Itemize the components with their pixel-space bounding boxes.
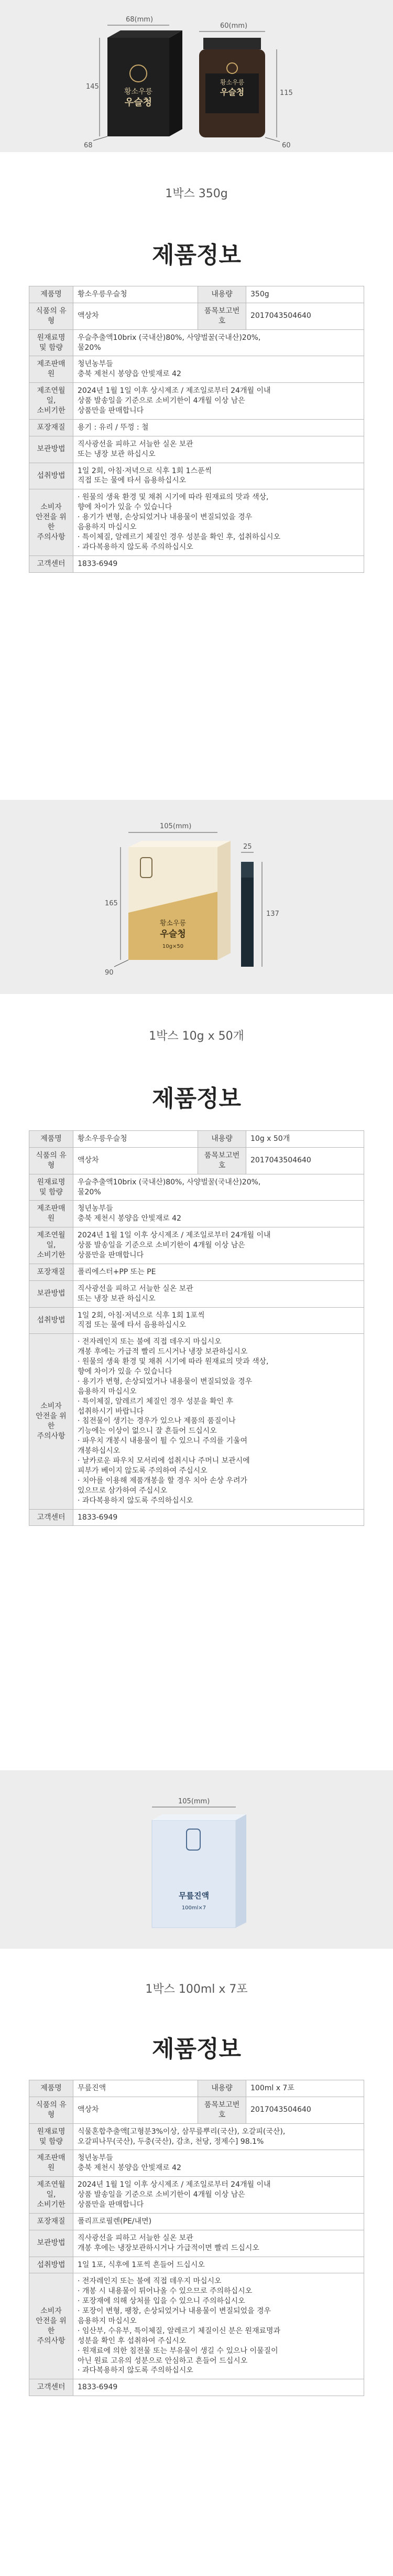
spec-value: 우슬추출액10brix (국내산)80%, 사양벌꿀(국내산)20%, 물20% bbox=[73, 1174, 364, 1201]
spec-row bbox=[29, 436, 364, 463]
spec-label: 내용량 bbox=[198, 2080, 246, 2097]
box-width-label: 105(mm) bbox=[178, 1798, 210, 1805]
spec-value: 청년농부들 충북 제천시 봉양읍 안빛재로 42 bbox=[73, 356, 364, 383]
stick-height-label: 137 bbox=[266, 910, 279, 918]
spec-label: 제품명 bbox=[29, 1131, 73, 1148]
box-height-label: 145 bbox=[86, 83, 99, 91]
product3-section-title: 제품정보 bbox=[151, 2036, 241, 2062]
jar-width-label: 60(mm) bbox=[220, 22, 248, 30]
spec-value: 1일 1포, 식후에 1포씩 흔들어 드십시오 bbox=[73, 2257, 364, 2273]
spec-row bbox=[29, 1307, 364, 1334]
box-name-text bbox=[152, 1891, 236, 1911]
spec-label: 품목보고번호 bbox=[198, 2097, 246, 2123]
spec-value: 식물혼합추출액[고형분3%이상, 삼무릎뿌리(국산), 오갈피(국산), 오갈피나무(국산), 두충(국산), 감초, 천당, 정제수] 98.1% bbox=[73, 2123, 364, 2150]
product2-image-band bbox=[0, 800, 393, 994]
spec-label: 보관방법 bbox=[29, 1280, 73, 1307]
spec-row bbox=[29, 419, 364, 436]
spec-value: · 전자레인지 또는 불에 직접 데우지 마십시오 개봉 후에는 가급적 빨리 드시거나 냉장 보관하십시오 · 원물의 생육 환경 및 채취 시기에 따라 원재료의 맛과 색상, 향에 차이가 있을 수 있습니다 · 용기가 변형, 손상되었거나 내용물이 변질되었을 경우 음용하지 마십시오 · 특이체질, 알레르기 체질인 경우 성분을 확인 후 섭취하시기 바랍니다 · 침전물이 생기는 경우가 있으나 제품의 품질이나 기능에는 이상이 없으니 잘 흔들어 드십시오 · 파우치 개봉시 내용물이 튈 수 있으니 주의를 기울여 개봉하십시오 · 날카로운 파우치 모서리에 섭취시나 주머니 보관시에 피부가 베이지 않도록 주의하여 주십시오 · 치아를 이용해 제품개봉을 할 경우 치아 손상 우려가 있으므로 삼가하여 주십시오 · 과다복용하지 않도록 주의하십시오 bbox=[73, 1334, 364, 1509]
spec-row bbox=[29, 1334, 364, 1509]
spec-row bbox=[29, 2097, 364, 2123]
jar-height-label: 115 bbox=[280, 89, 293, 97]
spec-label: 식품의 유형 bbox=[29, 1147, 73, 1174]
stick-width-label: 25 bbox=[243, 843, 252, 851]
product2-caption: 1박스 10g x 50개 bbox=[149, 1030, 244, 1043]
jar-label-text bbox=[205, 79, 259, 98]
box-depth-label: 90 bbox=[105, 969, 114, 977]
box-amount: 10g×50 bbox=[162, 943, 184, 949]
spec-value: 1833-6949 bbox=[73, 2379, 364, 2396]
product3-illustration bbox=[0, 1770, 393, 1949]
spec-row bbox=[29, 1201, 364, 1227]
spec-label: 소비자 안전을 위한 주의사항 bbox=[29, 489, 73, 555]
spec-row bbox=[29, 329, 364, 356]
spec-label: 포장재질 bbox=[29, 2213, 73, 2230]
spec-value: 액상차 bbox=[73, 1147, 198, 1174]
spec-value: 2017043504640 bbox=[246, 1147, 364, 1174]
spec-label: 품목보고번호 bbox=[198, 1147, 246, 1174]
spec-label: 소비자 안전을 위한 주의사항 bbox=[29, 1334, 73, 1509]
spec-row bbox=[29, 1131, 364, 1148]
spec-value: 10g x 50개 bbox=[246, 1131, 364, 1148]
spec-label: 고객센터 bbox=[29, 2379, 73, 2396]
spec-row bbox=[29, 303, 364, 329]
product2-spec-table bbox=[29, 1130, 364, 1526]
spec-value: 1일 2회, 아침·저녁으로 식후 1회 1스푼씩 직접 또는 물에 타서 음용하십시오 bbox=[73, 463, 364, 489]
spec-value: 1833-6949 bbox=[73, 1509, 364, 1526]
spec-value: 2017043504640 bbox=[246, 2097, 364, 2123]
spec-row bbox=[29, 1227, 364, 1264]
box-depth-label: 68 bbox=[84, 142, 93, 149]
spec-label: 식품의 유형 bbox=[29, 303, 73, 329]
jar-name-line1: 황소우릉 bbox=[220, 79, 245, 86]
box-height-label: 165 bbox=[105, 900, 118, 907]
spec-label: 원재료명 및 함량 bbox=[29, 1174, 73, 1201]
product1-caption: 1박스 350g bbox=[165, 187, 228, 200]
spec-value: 2024년 1월 1일 이후 상시제조 / 제조일로부터 24개월 이내 상품 발송일을 기준으로 소비기한이 4개월 이상 남은 상품만을 판매합니다 bbox=[73, 1227, 364, 1264]
spec-label: 고객센터 bbox=[29, 1509, 73, 1526]
spec-value: 2024년 1월 1일 이후 상시제조 / 제조일로부터 24개월 이내 상품 발송일을 기준으로 소비기한이 4개월 이상 남은 상품만을 판매합니다 bbox=[73, 2177, 364, 2214]
spec-row bbox=[29, 555, 364, 572]
box-name-text bbox=[128, 920, 217, 950]
spec-row bbox=[29, 489, 364, 555]
product1-section-title: 제품정보 bbox=[151, 242, 241, 269]
spec-row bbox=[29, 1174, 364, 1201]
spec-value: 우슬추출액10brix (국내산)80%, 사양벌꿀(국내산)20%, 물20% bbox=[73, 329, 364, 356]
spec-label: 포장재질 bbox=[29, 1264, 73, 1280]
box-name-text bbox=[107, 87, 169, 109]
spec-row bbox=[29, 286, 364, 303]
spec-row bbox=[29, 1280, 364, 1307]
product1-illustration bbox=[0, 0, 393, 152]
box-name-line2: 우슬청 bbox=[160, 928, 186, 939]
box-name-line2: 우슬청 bbox=[124, 97, 152, 109]
spec-value: 무릎진액 bbox=[73, 2080, 198, 2097]
spec-label: 내용량 bbox=[198, 1131, 246, 1148]
spec-label: 제조연월일, 소비기한 bbox=[29, 1227, 73, 1264]
spec-label: 섭취방법 bbox=[29, 1307, 73, 1334]
spec-label: 소비자 안전을 위한 주의사항 bbox=[29, 2273, 73, 2379]
spec-value: 액상차 bbox=[73, 2097, 198, 2123]
spec-value: 1833-6949 bbox=[73, 555, 364, 572]
spec-row bbox=[29, 2379, 364, 2396]
spec-label: 제조판매원 bbox=[29, 1201, 73, 1227]
box-amount: 100ml×7 bbox=[181, 1905, 206, 1911]
spec-row bbox=[29, 2177, 364, 2214]
spec-label: 섭취방법 bbox=[29, 2257, 73, 2273]
spec-row bbox=[29, 1509, 364, 1526]
spec-value: 청년농부들 충북 제천시 봉양읍 안빛재로 42 bbox=[73, 1201, 364, 1227]
product2-illustration bbox=[0, 800, 393, 994]
spec-value: 폴리프로필렌(PE/내면) bbox=[73, 2213, 364, 2230]
product3-image-band bbox=[0, 1770, 393, 1949]
spec-label: 포장재질 bbox=[29, 419, 73, 436]
spec-label: 내용량 bbox=[198, 286, 246, 303]
spec-value: 100ml x 7포 bbox=[246, 2080, 364, 2097]
spec-value: 액상차 bbox=[73, 303, 198, 329]
spec-label: 식품의 유형 bbox=[29, 2097, 73, 2123]
spec-label: 섭취방법 bbox=[29, 463, 73, 489]
spec-label: 제품명 bbox=[29, 2080, 73, 2097]
product2-section-title: 제품정보 bbox=[151, 1085, 241, 1112]
spec-value: 직사광선을 피하고 서늘한 실온 보관 개봉 후에는 냉장보관하시거나 가급적이면 빨리 드십시오 bbox=[73, 2230, 364, 2257]
spec-row bbox=[29, 1147, 364, 1174]
spec-label: 제조판매원 bbox=[29, 356, 73, 383]
spec-value: 직사광선을 피하고 서늘한 실온 보관 또는 냉장 보관 하십시오 bbox=[73, 1280, 364, 1307]
box-name-line1: 무릎진액 bbox=[179, 1891, 209, 1900]
spec-label: 보관방법 bbox=[29, 2230, 73, 2257]
product1-spec-table bbox=[29, 286, 364, 573]
spec-row bbox=[29, 383, 364, 420]
jar-name-line2: 우슬청 bbox=[220, 87, 245, 97]
spec-row bbox=[29, 2273, 364, 2379]
spec-row bbox=[29, 2257, 364, 2273]
spec-label: 원재료명 및 함량 bbox=[29, 2123, 73, 2150]
spec-label: 보관방법 bbox=[29, 436, 73, 463]
spec-row bbox=[29, 356, 364, 383]
spec-value: 직사광선을 피하고 서늘한 실온 보관 또는 냉장 보관 하십시오 bbox=[73, 436, 364, 463]
spec-label: 제조연월일, 소비기한 bbox=[29, 383, 73, 420]
spec-label: 원재료명 및 함량 bbox=[29, 329, 73, 356]
spec-value: 2017043504640 bbox=[246, 303, 364, 329]
spec-label: 품목보고번호 bbox=[198, 303, 246, 329]
spec-row bbox=[29, 2150, 364, 2177]
product3-caption: 1박스 100ml x 7포 bbox=[145, 1983, 248, 1996]
spec-label: 제조연월일, 소비기한 bbox=[29, 2177, 73, 2214]
spec-value: 황소우릉우슬청 bbox=[73, 286, 198, 303]
spec-value: 1일 2회, 아침·저녁으로 식후 1회 1포씩 직접 또는 물에 타서 음용하십시오 bbox=[73, 1307, 364, 1334]
box-width-label: 68(mm) bbox=[126, 16, 154, 24]
spec-label: 제조판매원 bbox=[29, 2150, 73, 2177]
spec-label: 제품명 bbox=[29, 286, 73, 303]
box-name-line1: 황소우릉 bbox=[159, 920, 187, 927]
spec-value: 용기 : 유리 / 뚜껑 : 철 bbox=[73, 419, 364, 436]
spec-value: · 전자레인지 또는 불에 직접 데우지 마십시오 · 개봉 시 내용물이 튀어나올 수 있으므로 주의하십시오 · 포장재에 의해 상처를 입을 수 있으니 주의하십시오 · 포장이 변형, 팽창, 손상되었거나 내용물이 변질되었을 경우 음용하지 마십시오 · 임산부, 수유부, 특이체질, 알레르기 체질이신 분은 원재료명과 성분을 확인 후 섭취하여 주십시오 · 원재료에 의한 침전물 또는 부유물이 생길 수 있으나 이물질이 아닌 원료 고유의 성분으로 안심하고 흔들어 드십시오 · 과다복용하지 않도록 주의하십시오 bbox=[73, 2273, 364, 2379]
spec-value: 2024년 1월 1일 이후 상시제조 / 제조일로부터 24개월 이내 상품 발송일을 기준으로 소비기한이 4개월 이상 남은 상품만을 판매합니다 bbox=[73, 383, 364, 420]
spec-value: 황소우릉우슬청 bbox=[73, 1131, 198, 1148]
spec-row bbox=[29, 2213, 364, 2230]
spec-label: 고객센터 bbox=[29, 555, 73, 572]
spec-value: 청년농부들 충북 제천시 봉양읍 안빛재로 42 bbox=[73, 2150, 364, 2177]
product1-image-band bbox=[0, 0, 393, 152]
spec-row bbox=[29, 463, 364, 489]
product3-spec-table bbox=[29, 2080, 364, 2396]
box-name-line1: 황소우릉 bbox=[124, 88, 153, 96]
box-width-label: 105(mm) bbox=[160, 822, 192, 830]
jar-depth-label: 60 bbox=[282, 142, 291, 149]
spec-value: 폴리에스터+PP 또는 PE bbox=[73, 1264, 364, 1280]
spec-value: · 원물의 생육 환경 및 채취 시기에 따라 원재료의 맛과 색상, 향에 차이가 있을 수 있습니다 · 용기가 변형, 손상되었거나 내용물이 변질되었을 경우 음용하지 마십시오 · 특이체질, 알레르기 체질인 경우 성분을 확인 후, 섭취하십시오 · 과다복용하지 않도록 주의하십시오 bbox=[73, 489, 364, 555]
spec-row bbox=[29, 2230, 364, 2257]
spec-row bbox=[29, 1264, 364, 1280]
spec-value: 350g bbox=[246, 286, 364, 303]
spec-row bbox=[29, 2080, 364, 2097]
spec-row bbox=[29, 2123, 364, 2150]
